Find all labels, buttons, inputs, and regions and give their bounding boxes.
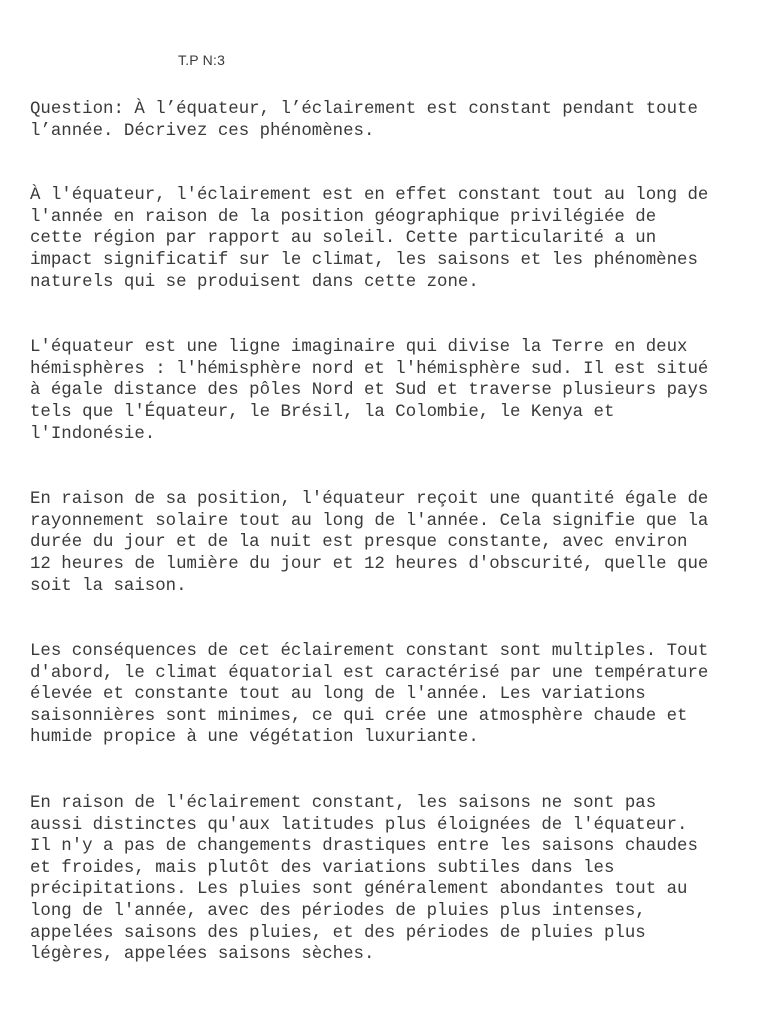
paragraph-2: L'équateur est une ligne imaginaire qui divise la Terre en deux hémisphères : l'hémisphère nord et l'hémisphère sud. Il est situé à égale distance des pôles Nord et Sud et traverse plusieurs pays tels que l'Équateur, le Brésil, la Colombie, le Kenya et l'Indonésie. [30, 338, 709, 444]
paragraph-4: Les conséquences de cet éclairement constant sont multiples. Tout d'abord, le climat équatorial est caractérisé par une température élevée et constante tout au long de l'année. Les variations saisonnières sont minimes, ce qui crée une atmosphère chaude et humide propice à une végétation luxuriante. [30, 642, 709, 748]
paragraph-5: En raison de l'éclairement constant, les saisons ne sont pas aussi distinctes qu'aux latitudes plus éloignées de l'équateur. Il n'y a pas de changements drastiques entre les saisons chaudes et froides, mais plutôt des variations subtiles dans les précipitations. Les pluies sont généralement abondantes tout au long de l'année, avec des périodes de pluies plus intenses, appelées saisons des pluies, et des périodes de pluies plus légères, appelées saisons sèches. [30, 794, 698, 965]
question-text: Question: À l’équateur, l’éclairement est constant pendant toute l’année. Décrivez ces phénomènes. [30, 100, 698, 141]
paragraph-1: À l'équateur, l'éclairement est en effet constant tout au long de l'année en raison de la position géographique privilégiée de cette région par rapport au soleil. Cette particularité a un impact significatif sur le climat, les saisons et les phénomènes naturels qui se produisent dans cette zone. [30, 186, 709, 292]
document-body [30, 99, 742, 966]
document-title: T.P N:3 [178, 52, 226, 68]
paragraph-3: En raison de sa position, l'équateur reçoit une quantité égale de rayonnement solaire tout au long de l'année. Cela signifie que la durée du jour et de la nuit est presque constante, avec environ 12 heures de lumière du jour et 12 heures d'obscurité, quelle que soit la saison. [30, 490, 709, 596]
